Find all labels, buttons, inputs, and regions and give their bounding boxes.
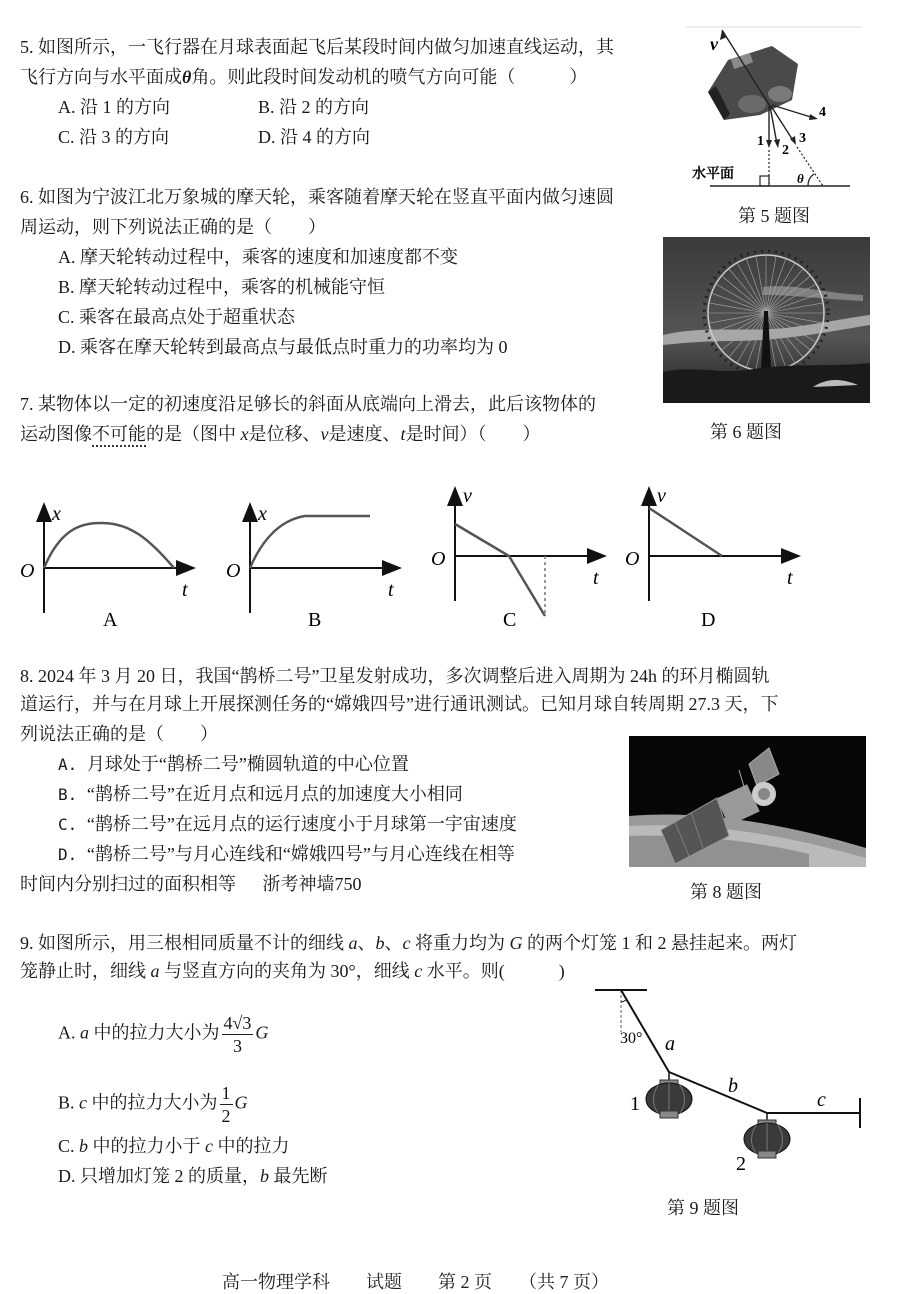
q6-stem-line2: 周运动，则下列说法正确的是（ ）	[20, 217, 326, 237]
svg-text:O: O	[625, 548, 640, 570]
q9-figure-caption: 第 9 题图	[667, 1198, 739, 1218]
q5-figure-caption: 第 5 题图	[738, 206, 810, 226]
string-c-label: c	[817, 1089, 826, 1111]
graph-c[interactable]	[431, 485, 603, 631]
q7-stem-line2: 运动图像不可能的是（图中 x是位移、v是速度、t是时间）（ ）	[20, 424, 541, 444]
satellite-photo	[629, 736, 866, 867]
q8-stem-line3: 列说法正确的是（ ）	[20, 724, 218, 744]
q5-stem-line1: 5. 如图所示，一飞行器在月球表面起飞后某段时间内做匀加速直线运动，其	[20, 37, 614, 57]
q6-option-b[interactable]: B. 摩天轮转动过程中，乘客的机械能守恒	[58, 277, 386, 297]
v-label: v	[710, 34, 718, 54]
q8-option-d[interactable]: D. “鹊桥二号”与月心连线和“嫦娥四号”与月心连线在相等	[58, 844, 515, 864]
lantern-1-label: 1	[630, 1093, 640, 1115]
watermark-text: 浙考神墙750	[262, 874, 362, 894]
ferris-wheel-photo	[663, 237, 870, 403]
string-a-label: a	[665, 1033, 675, 1055]
graph-a[interactable]	[20, 503, 192, 631]
svg-text:v: v	[463, 485, 472, 507]
q7-graphs	[0, 480, 900, 640]
fraction-4sqrt3-over-3: $\frac{4√3}{3}$	[223, 1013, 252, 1056]
q5-figure	[680, 20, 880, 200]
q5-option-d[interactable]: D. 沿 4 的方向	[258, 127, 370, 147]
q6-option-a[interactable]: A. 摩天轮转动过程中，乘客的速度和加速度都不变	[58, 247, 458, 267]
svg-text:2: 2	[782, 143, 789, 158]
theta-label: θ	[797, 171, 804, 186]
svg-text:O: O	[20, 560, 35, 582]
svg-text:t: t	[182, 579, 188, 601]
svg-text:1: 1	[757, 134, 764, 149]
theta-symbol: θ	[182, 67, 192, 87]
q9-option-a[interactable]: A. a 中的拉力大小为 $\frac{4√3}{3}$ G	[58, 1013, 269, 1056]
q8-figure-caption: 第 8 题图	[690, 882, 762, 902]
svg-text:v: v	[657, 485, 666, 507]
graph-d[interactable]	[625, 485, 797, 631]
angle-30-label: 30°	[620, 1030, 643, 1047]
string-b-label: b	[728, 1075, 738, 1097]
q8-option-d-continued: 时间内分别扫过的面积相等 浙考神墙750	[20, 874, 362, 894]
q9-stem-line1: 9. 如图所示，用三根相同质量不计的细线 a、b、c 将重力均为 G 的两个灯笼 1 和 2 悬挂起来。两灯	[20, 933, 797, 953]
q8-stem-line2: 道运行，并与在月球上开展探测任务的“嫦娥四号”进行通讯测试。已知月球自转周期 27.3 天，下	[20, 694, 779, 714]
q9-option-d[interactable]: D. 只增加灯笼 2 的质量，b 最先断	[58, 1166, 328, 1186]
svg-text:x: x	[258, 503, 267, 525]
graph-b[interactable]	[226, 503, 398, 631]
q5-option-b[interactable]: B. 沿 2 的方向	[258, 97, 370, 117]
lantern-2	[744, 1113, 790, 1158]
q9-option-b[interactable]: B. c 中的拉力大小为 $\frac{1}{2}$ G	[58, 1083, 248, 1126]
svg-text:O: O	[226, 560, 241, 582]
q8-stem-line1: 8. 2024 年 3 月 20 日，我国“鹊桥二号”卫星发射成功，多次调整后进入周期为 24h 的环月椭圆轨	[20, 666, 770, 686]
q9-option-c[interactable]: C. b 中的拉力小于 c 中的拉力	[58, 1136, 290, 1156]
lantern-2-label: 2	[736, 1153, 746, 1175]
svg-text:B: B	[308, 609, 322, 631]
q9-stem-line2: 笼静止时，细线 a 与竖直方向的夹角为 30°，细线 c 水平。则( )	[20, 961, 565, 981]
svg-text:D: D	[701, 609, 716, 631]
emphasized-text: 不可能	[92, 424, 146, 444]
fraction-1-over-2: $\frac{1}{2}$	[221, 1083, 231, 1126]
svg-text:x: x	[52, 503, 61, 525]
svg-text:t: t	[787, 567, 793, 589]
ground-label: 水平面	[692, 167, 734, 182]
q6-option-c[interactable]: C. 乘客在最高点处于超重状态	[58, 307, 296, 327]
q8-option-c[interactable]: C. “鹊桥二号”在远月点的运行速度小于月球第一宇宙速度	[58, 814, 517, 834]
q6-figure-caption: 第 6 题图	[710, 422, 782, 442]
svg-text:C: C	[503, 609, 517, 631]
q5-option-c[interactable]: C. 沿 3 的方向	[58, 127, 170, 147]
svg-text:3: 3	[799, 131, 806, 146]
q8-option-b[interactable]: B. “鹊桥二号”在近月点和远月点的加速度大小相同	[58, 784, 463, 804]
svg-text:O: O	[431, 548, 446, 570]
svg-text:4: 4	[819, 105, 826, 120]
q6-option-d[interactable]: D. 乘客在摩天轮转到最高点与最低点时重力的功率均为 0	[58, 337, 508, 357]
svg-text:t: t	[388, 579, 394, 601]
q5-stem-line2: 飞行方向与水平面成θ角。则此段时间发动机的喷气方向可能（ ）	[20, 67, 588, 87]
q9-lantern-figure	[580, 980, 880, 1180]
page-footer: 高一物理学科 试题 第 2 页 （共 7 页）	[222, 1272, 609, 1292]
q7-stem-line1: 7. 某物体以一定的初速度沿足够长的斜面从底端向上滑去，此后该物体的	[20, 394, 596, 414]
svg-text:t: t	[593, 567, 599, 589]
q5-option-a[interactable]: A. 沿 1 的方向	[58, 97, 170, 117]
q8-option-a[interactable]: A. 月球处于“鹊桥二号”椭圆轨道的中心位置	[58, 754, 409, 774]
q6-stem-line1: 6. 如图为宁波江北万象城的摩天轮，乘客随着摩天轮在竖直平面内做匀速圆	[20, 187, 614, 207]
graph-a-label: A	[103, 609, 118, 631]
